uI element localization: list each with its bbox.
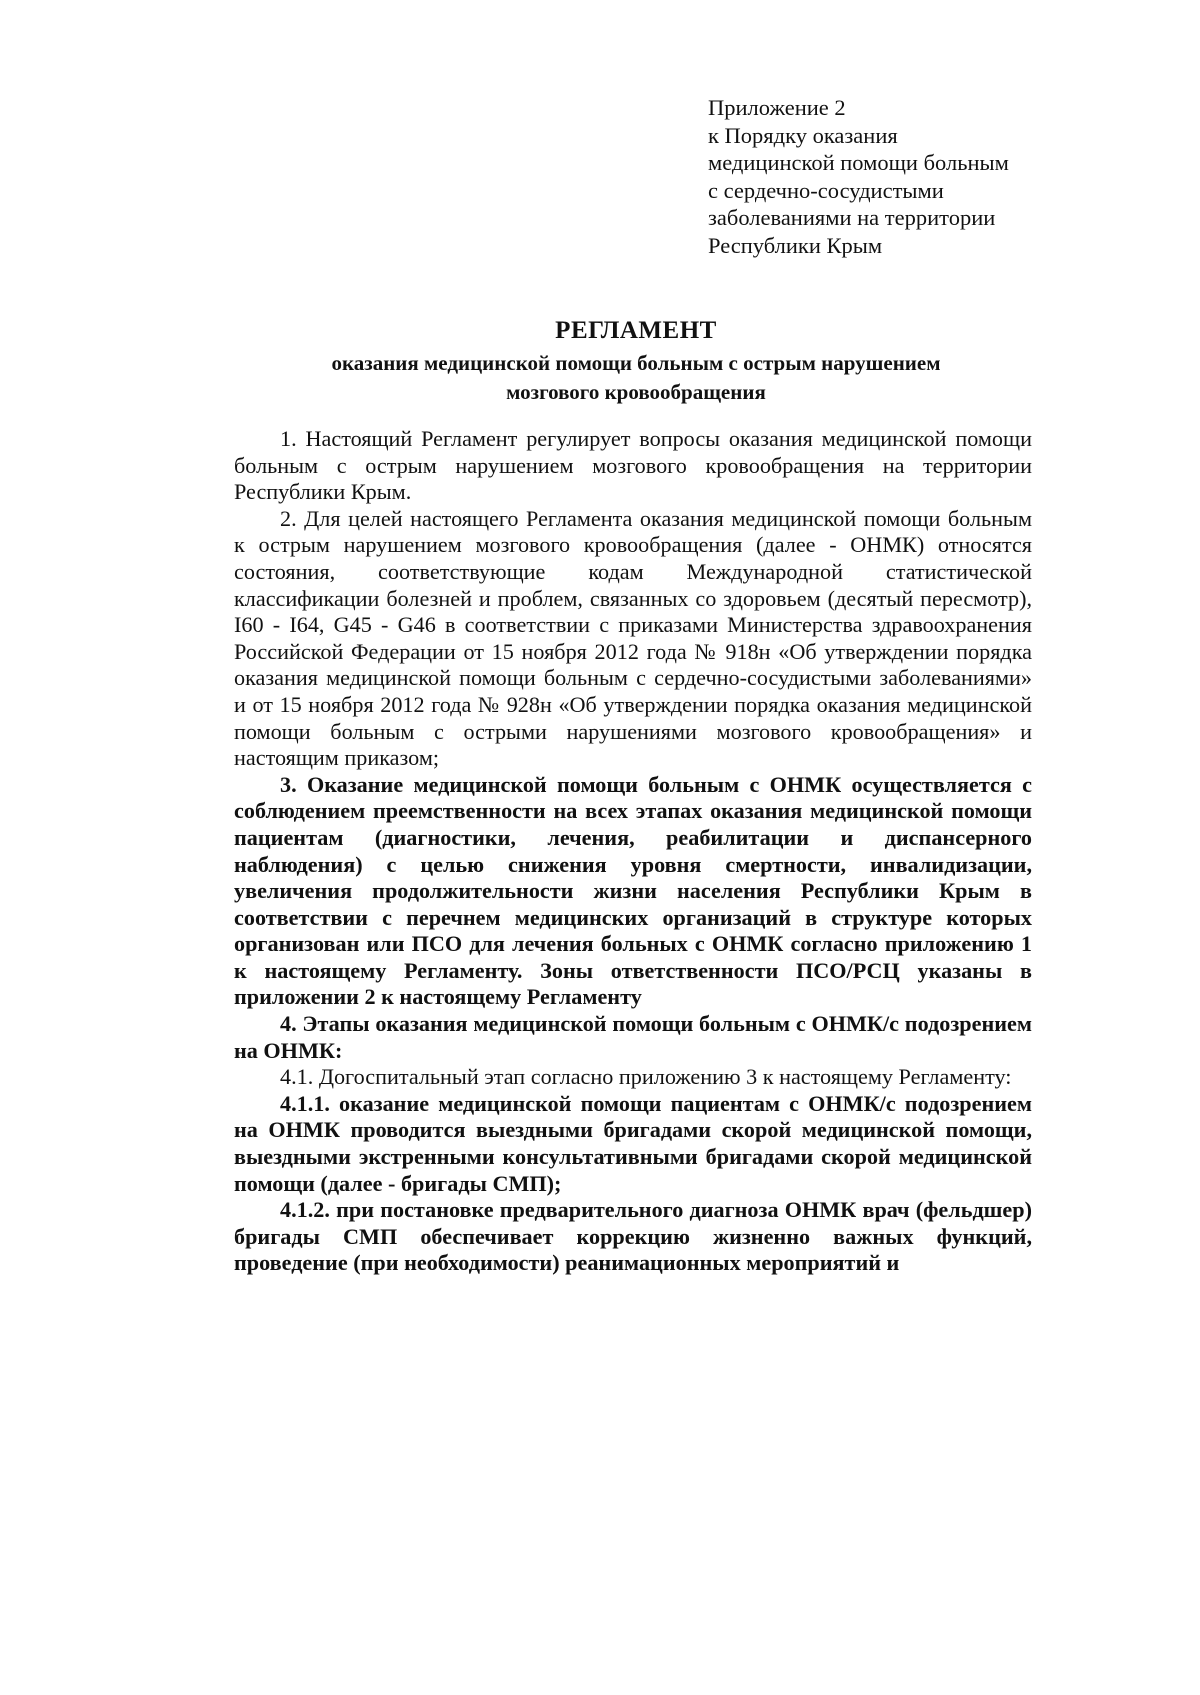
paragraph-4: 4. Этапы оказания медицинской помощи больным с ОНМК/с подозрением на ОНМК: [234, 1011, 1032, 1063]
appendix-line: заболеваниями на территории [708, 205, 996, 231]
appendix-line: медицинской помощи больным [708, 150, 1009, 176]
document-body [234, 426, 1032, 1277]
paragraph-4-1-1: 4.1.1. оказание медицинской помощи пациентам с ОНМК/с подозрением на ОНМК проводится выездными бригадами скорой медицинской помощи, выездными экстренными консультативными бригадами скорой медицинской помощи (далее - бригады СМП); [234, 1090, 1032, 1196]
paragraph-3: 3. Оказание медицинской помощи больным с ОНМК осуществляется с соблюдением преемственности на всех этапах оказания медицинской помощи пациентам (диагностики, лечения, реабилитации и диспансерного наблюдения) с целью снижения уровня смертности, инвалидизации, увеличения продолжительности жизни населения Республики Крым в соответствии с перечнем медицинских организаций в структуре которых организован или ПСО для лечения больных с ОНМК согласно приложению 1 к настоящему Регламенту. Зоны ответственности ПСО/РСЦ указаны в приложении 2 к настоящему Регламенту [234, 771, 1032, 1010]
appendix-line: к Порядку оказания [708, 122, 898, 148]
document-subtitle-line-2: мозгового кровообращения [506, 380, 766, 404]
document-title: РЕГЛАМЕНТ [555, 317, 717, 344]
appendix-header [708, 94, 1108, 260]
paragraph-2: 2. Для целей настоящего Регламента оказания медицинской помощи больным к острым нарушением мозгового кровообращения (далее - ОНМК) относятся состояния, соответствующие кодам Международной статистической классификации болезней и проблем, связанных со здоровьем (десятый пересмотр), I60 - I64, G45 - G46 в соответствии с приказами Министерства здравоохранения Российской Федерации от 15 ноября 2012 года № 918н «Об утверждении порядка оказания медицинской помощи больным с сердечно-сосудистыми заболеваниями» и от 15 ноября 2012 года № 928н «Об утверждении порядка оказания медицинской помощи больным с острыми нарушениями мозгового кровообращения» и настоящим приказом; [234, 505, 1032, 771]
document-subtitle-line-1: оказания медицинской помощи больным с острым нарушением [331, 351, 941, 375]
appendix-line: с сердечно-сосудистыми [708, 177, 944, 203]
paragraph-4-1: 4.1. Догоспитальный этап согласно приложению 3 к настоящему Регламенту: [280, 1064, 1012, 1090]
paragraph-4-1-2: 4.1.2. при постановке предварительного диагноза ОНМК врач (фельдшер) бригады СМП обеспечивает коррекцию жизненно важных функций, проведение (при необходимости) реанимационных мероприятий и [234, 1197, 1032, 1276]
appendix-line: Республики Крым [708, 232, 883, 258]
paragraph-1: 1. Настоящий Регламент регулирует вопросы оказания медицинской помощи больным с острым нарушением мозгового кровообращения на территории Республики Крым. [234, 426, 1032, 505]
appendix-line: Приложение 2 [708, 95, 846, 120]
document-title-block [236, 314, 1036, 406]
